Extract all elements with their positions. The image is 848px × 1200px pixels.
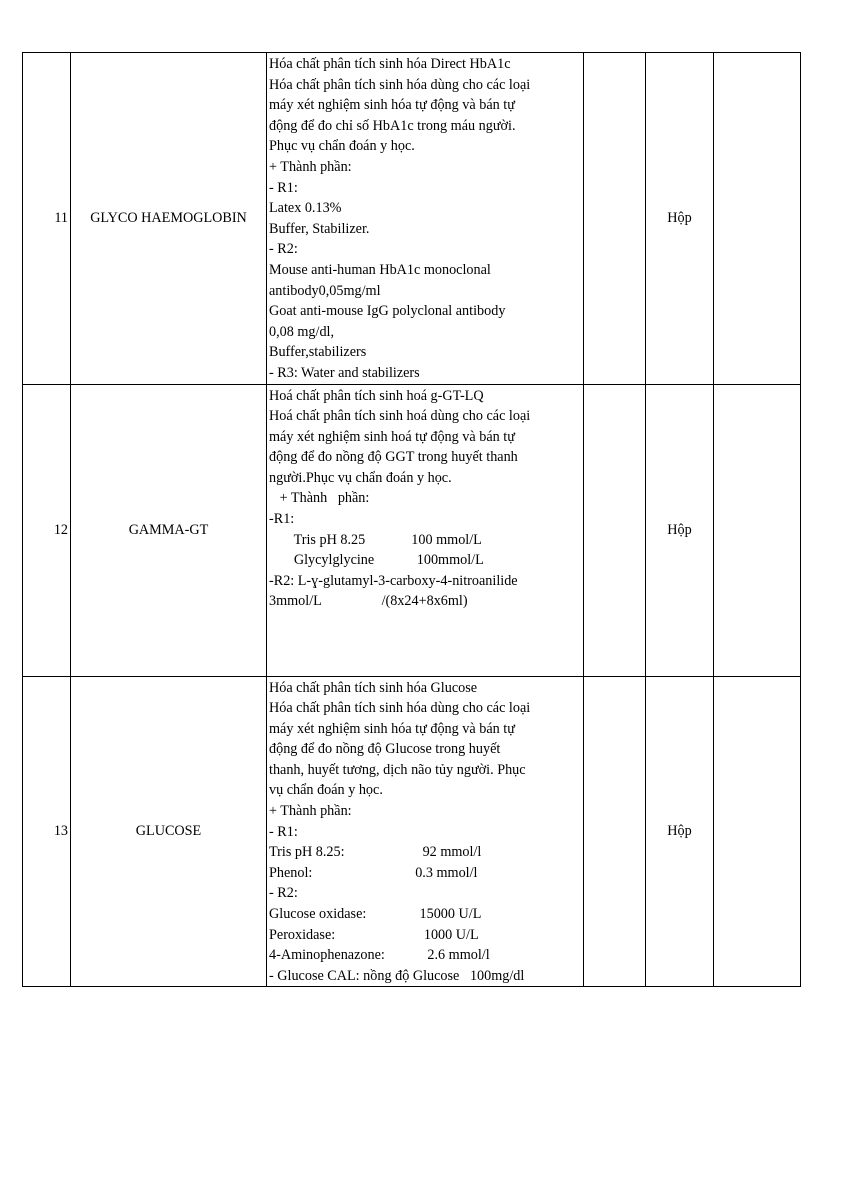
empty-cell <box>714 384 801 676</box>
description-line: antibody0,05mg/ml <box>269 282 381 299</box>
description-line: máy xét nghiệm sinh hóa tự động và bán tự <box>269 97 515 114</box>
product-description <box>267 676 584 987</box>
description-line: Buffer, Stabilizer. <box>269 220 370 237</box>
description-line: thanh, huyết tương, dịch não tủy người. Phục <box>269 761 526 778</box>
description-line: + Thành phần: <box>269 803 352 820</box>
description-line: - R2: <box>269 885 298 902</box>
description-line: 3mmol/L /(8x24+8x6ml) <box>269 593 468 610</box>
description-line: Hóa chất phân tích sinh hóa Glucose <box>269 679 478 696</box>
description-line: người.Phục vụ chẩn đoán y học. <box>269 469 452 486</box>
description-line: + Thành phần: <box>269 158 352 175</box>
row-number: 12 <box>23 384 71 676</box>
description-line: máy xét nghiệm sinh hóa tự động và bán tự <box>269 720 515 737</box>
description-line: Hoá chất phân tích sinh hoá g-GT-LQ <box>269 387 484 404</box>
description-line: 0,08 mg/dl, <box>269 323 335 340</box>
product-description <box>267 53 584 385</box>
description-line: động để đo nồng độ Glucose trong huyết <box>269 741 501 758</box>
table-row <box>23 384 801 676</box>
description-line: Hóa chất phân tích sinh hóa Direct HbA1c <box>269 56 511 72</box>
description-line: - R2: <box>269 241 298 258</box>
description-line: vụ chẩn đoán y học. <box>269 782 383 799</box>
description-line: Glucose oxidase: 15000 U/L <box>269 906 482 923</box>
description-line: Tris pH 8.25: 92 mmol/l <box>269 844 482 861</box>
description-line: động để đo chỉ số HbA1c trong máu người. <box>269 117 516 134</box>
description-line: động để đo nồng độ GGT trong huyết thanh <box>269 449 518 466</box>
row-number: 11 <box>23 53 71 385</box>
unit-cell: Hộp <box>646 676 714 987</box>
product-name: GLUCOSE <box>71 676 267 987</box>
product-description <box>267 384 584 676</box>
empty-cell <box>584 384 646 676</box>
unit-cell: Hộp <box>646 384 714 676</box>
description-line: - R1: <box>269 823 298 840</box>
description-line: - Glucose CAL: nồng độ Glucose 100mg/dl <box>269 967 525 984</box>
empty-cell <box>584 53 646 385</box>
product-name: GLYCO HAEMOGLOBIN <box>71 53 267 385</box>
description-line: Hóa chất phân tích sinh hóa dùng cho các loại <box>269 76 531 93</box>
empty-cell <box>714 676 801 987</box>
description-line: Phục vụ chẩn đoán y học. <box>269 138 415 155</box>
row-number: 13 <box>23 676 71 987</box>
description-line: Latex 0.13% <box>269 200 342 217</box>
description-line: Mouse anti-human HbA1c monoclonal <box>269 261 491 278</box>
empty-cell <box>584 676 646 987</box>
description-line: Tris pH 8.25 100 mmol/L <box>269 531 482 548</box>
description-line: - R1: <box>269 179 298 196</box>
description-line: Hóa chất phân tích sinh hóa dùng cho các loại <box>269 700 531 717</box>
table-row <box>23 53 801 385</box>
table-row <box>23 676 801 987</box>
description-line: + Thành phần: <box>269 490 370 507</box>
description-line: Glycylglycine 100mmol/L <box>269 552 484 569</box>
product-name: GAMMA-GT <box>71 384 267 676</box>
description-line: máy xét nghiệm sinh hoá tự động và bán tự <box>269 428 515 445</box>
description-line: - R3: Water and stabilizers <box>269 364 420 381</box>
description-line: 4-Aminophenazone: 2.6 mmol/l <box>269 947 490 964</box>
description-line: Peroxidase: 1000 U/L <box>269 926 479 943</box>
unit-cell: Hộp <box>646 53 714 385</box>
description-line: -R2: L-ɣ-glutamyl-3-carboxy-4-nitroanilide <box>269 572 518 589</box>
description-line: Phenol: 0.3 mmol/l <box>269 864 478 881</box>
product-table <box>22 52 801 987</box>
description-line: Buffer,stabilizers <box>269 344 367 361</box>
empty-cell <box>714 53 801 385</box>
description-line: Goat anti-mouse IgG polyclonal antibody <box>269 303 506 320</box>
description-line: Hoá chất phân tích sinh hoá dùng cho các loại <box>269 408 531 425</box>
description-line: -R1: <box>269 511 295 528</box>
